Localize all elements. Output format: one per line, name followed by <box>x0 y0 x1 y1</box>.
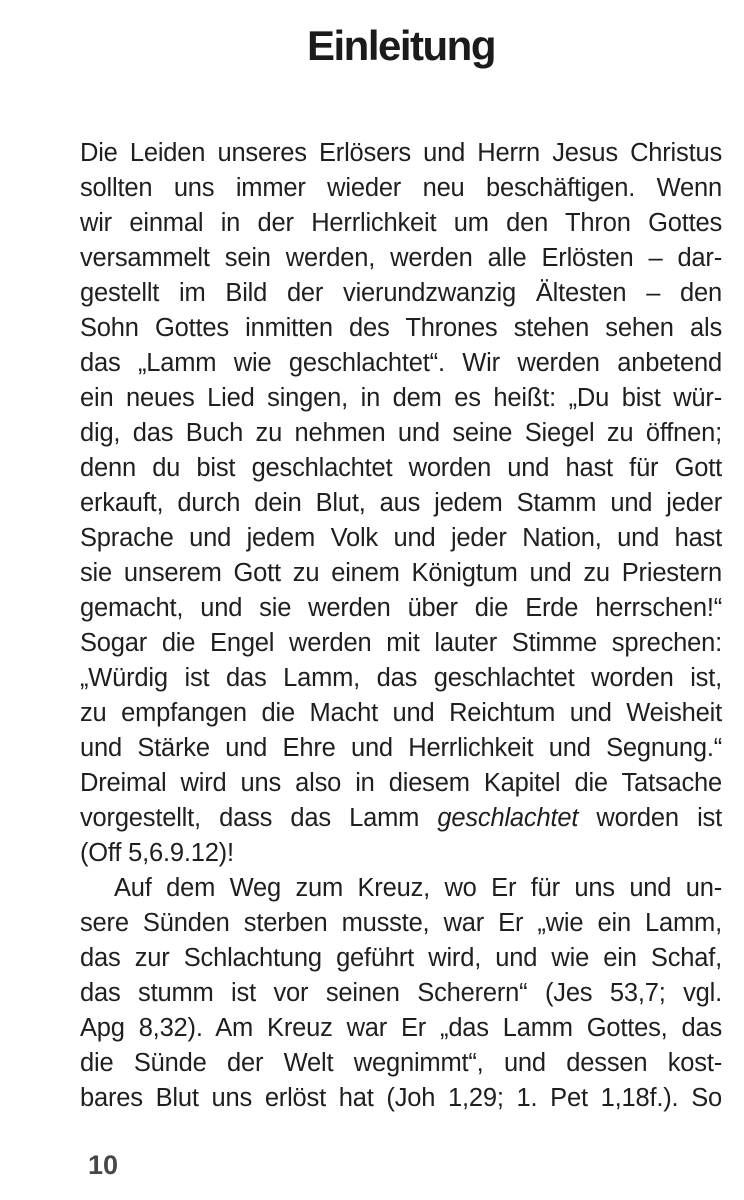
text-segment: vorgestellt, dass das Lamm <box>80 804 438 832</box>
text-line: zu empfangen die Macht und Reichtum und Weisheit <box>80 699 722 727</box>
italic-word: geschlachtet <box>437 804 579 832</box>
text-segment: worden ist <box>578 804 722 832</box>
paragraph-2 <box>80 871 722 1116</box>
text-line: „Würdig ist das Lamm, das geschlachtet worden ist, <box>80 664 722 692</box>
text-line: das stumm ist vor seinen Scherern“ (Jes 53,7; vgl. <box>80 979 722 1007</box>
text-line: sie unserem Gott zu einem Königtum und zu Priestern <box>80 559 722 587</box>
text-line: Sogar die Engel werden mit lauter Stimme sprechen: <box>80 629 722 657</box>
text-line: denn du bist geschlachtet worden und hast für Gott <box>80 454 722 482</box>
text-line: gemacht, und sie werden über die Erde herrschen!“ <box>80 594 722 622</box>
text-line-with-italic <box>80 801 722 836</box>
text-line: ein neues Lied singen, in dem es heißt: „Du bist wür- <box>80 384 722 412</box>
text-line: dig, das Buch zu nehmen und seine Siegel zu öffnen; <box>80 419 722 447</box>
text-line: wir einmal in der Herrlichkeit um den Thron Gottes <box>80 209 722 237</box>
text-line: Sohn Gottes inmitten des Thrones stehen sehen als <box>80 314 722 342</box>
text-line: Auf dem Weg zum Kreuz, wo Er für uns und un- <box>114 874 722 902</box>
page-number: 10 <box>88 1150 119 1180</box>
text-line: Apg 8,32). Am Kreuz war Er „das Lamm Gottes, das <box>80 1014 722 1042</box>
text-line: versammelt sein werden, werden alle Erlösten – dar- <box>80 244 722 272</box>
text-line: bares Blut uns erlöst hat (Joh 1,29; 1. Pet 1,18f.). So <box>80 1084 722 1112</box>
text-line: Die Leiden unseres Erlösers und Herrn Jesus Christus <box>80 139 722 167</box>
text-line: (Off 5,6.9.12)! <box>80 839 234 867</box>
text-line: sollten uns immer wieder neu beschäftigen. Wenn <box>80 174 722 202</box>
paragraph-1 <box>80 136 722 871</box>
text-line: gestellt im Bild der vierundzwanzig Ältesten – den <box>80 279 722 307</box>
text-line: das „Lamm wie geschlachtet“. Wir werden anbetend <box>80 349 722 377</box>
text-line: sere Sünden sterben musste, war Er „wie ein Lamm, <box>80 909 722 937</box>
text-line: die Sünde der Welt wegnimmt“, und dessen kost- <box>80 1049 722 1077</box>
text-line: Dreimal wird uns also in diesem Kapitel die Tatsache <box>80 769 722 797</box>
text-line: und Stärke und Ehre und Herrlichkeit und Segnung.“ <box>80 734 722 762</box>
text-line: Sprache und jedem Volk und jeder Nation, und hast <box>80 524 722 552</box>
chapter-title: Einleitung <box>307 22 495 69</box>
body-text <box>80 136 722 1116</box>
text-line: das zur Schlachtung geführt wird, und wie ein Schaf, <box>80 944 722 972</box>
text-line: erkauft, durch dein Blut, aus jedem Stamm und jeder <box>80 489 722 517</box>
